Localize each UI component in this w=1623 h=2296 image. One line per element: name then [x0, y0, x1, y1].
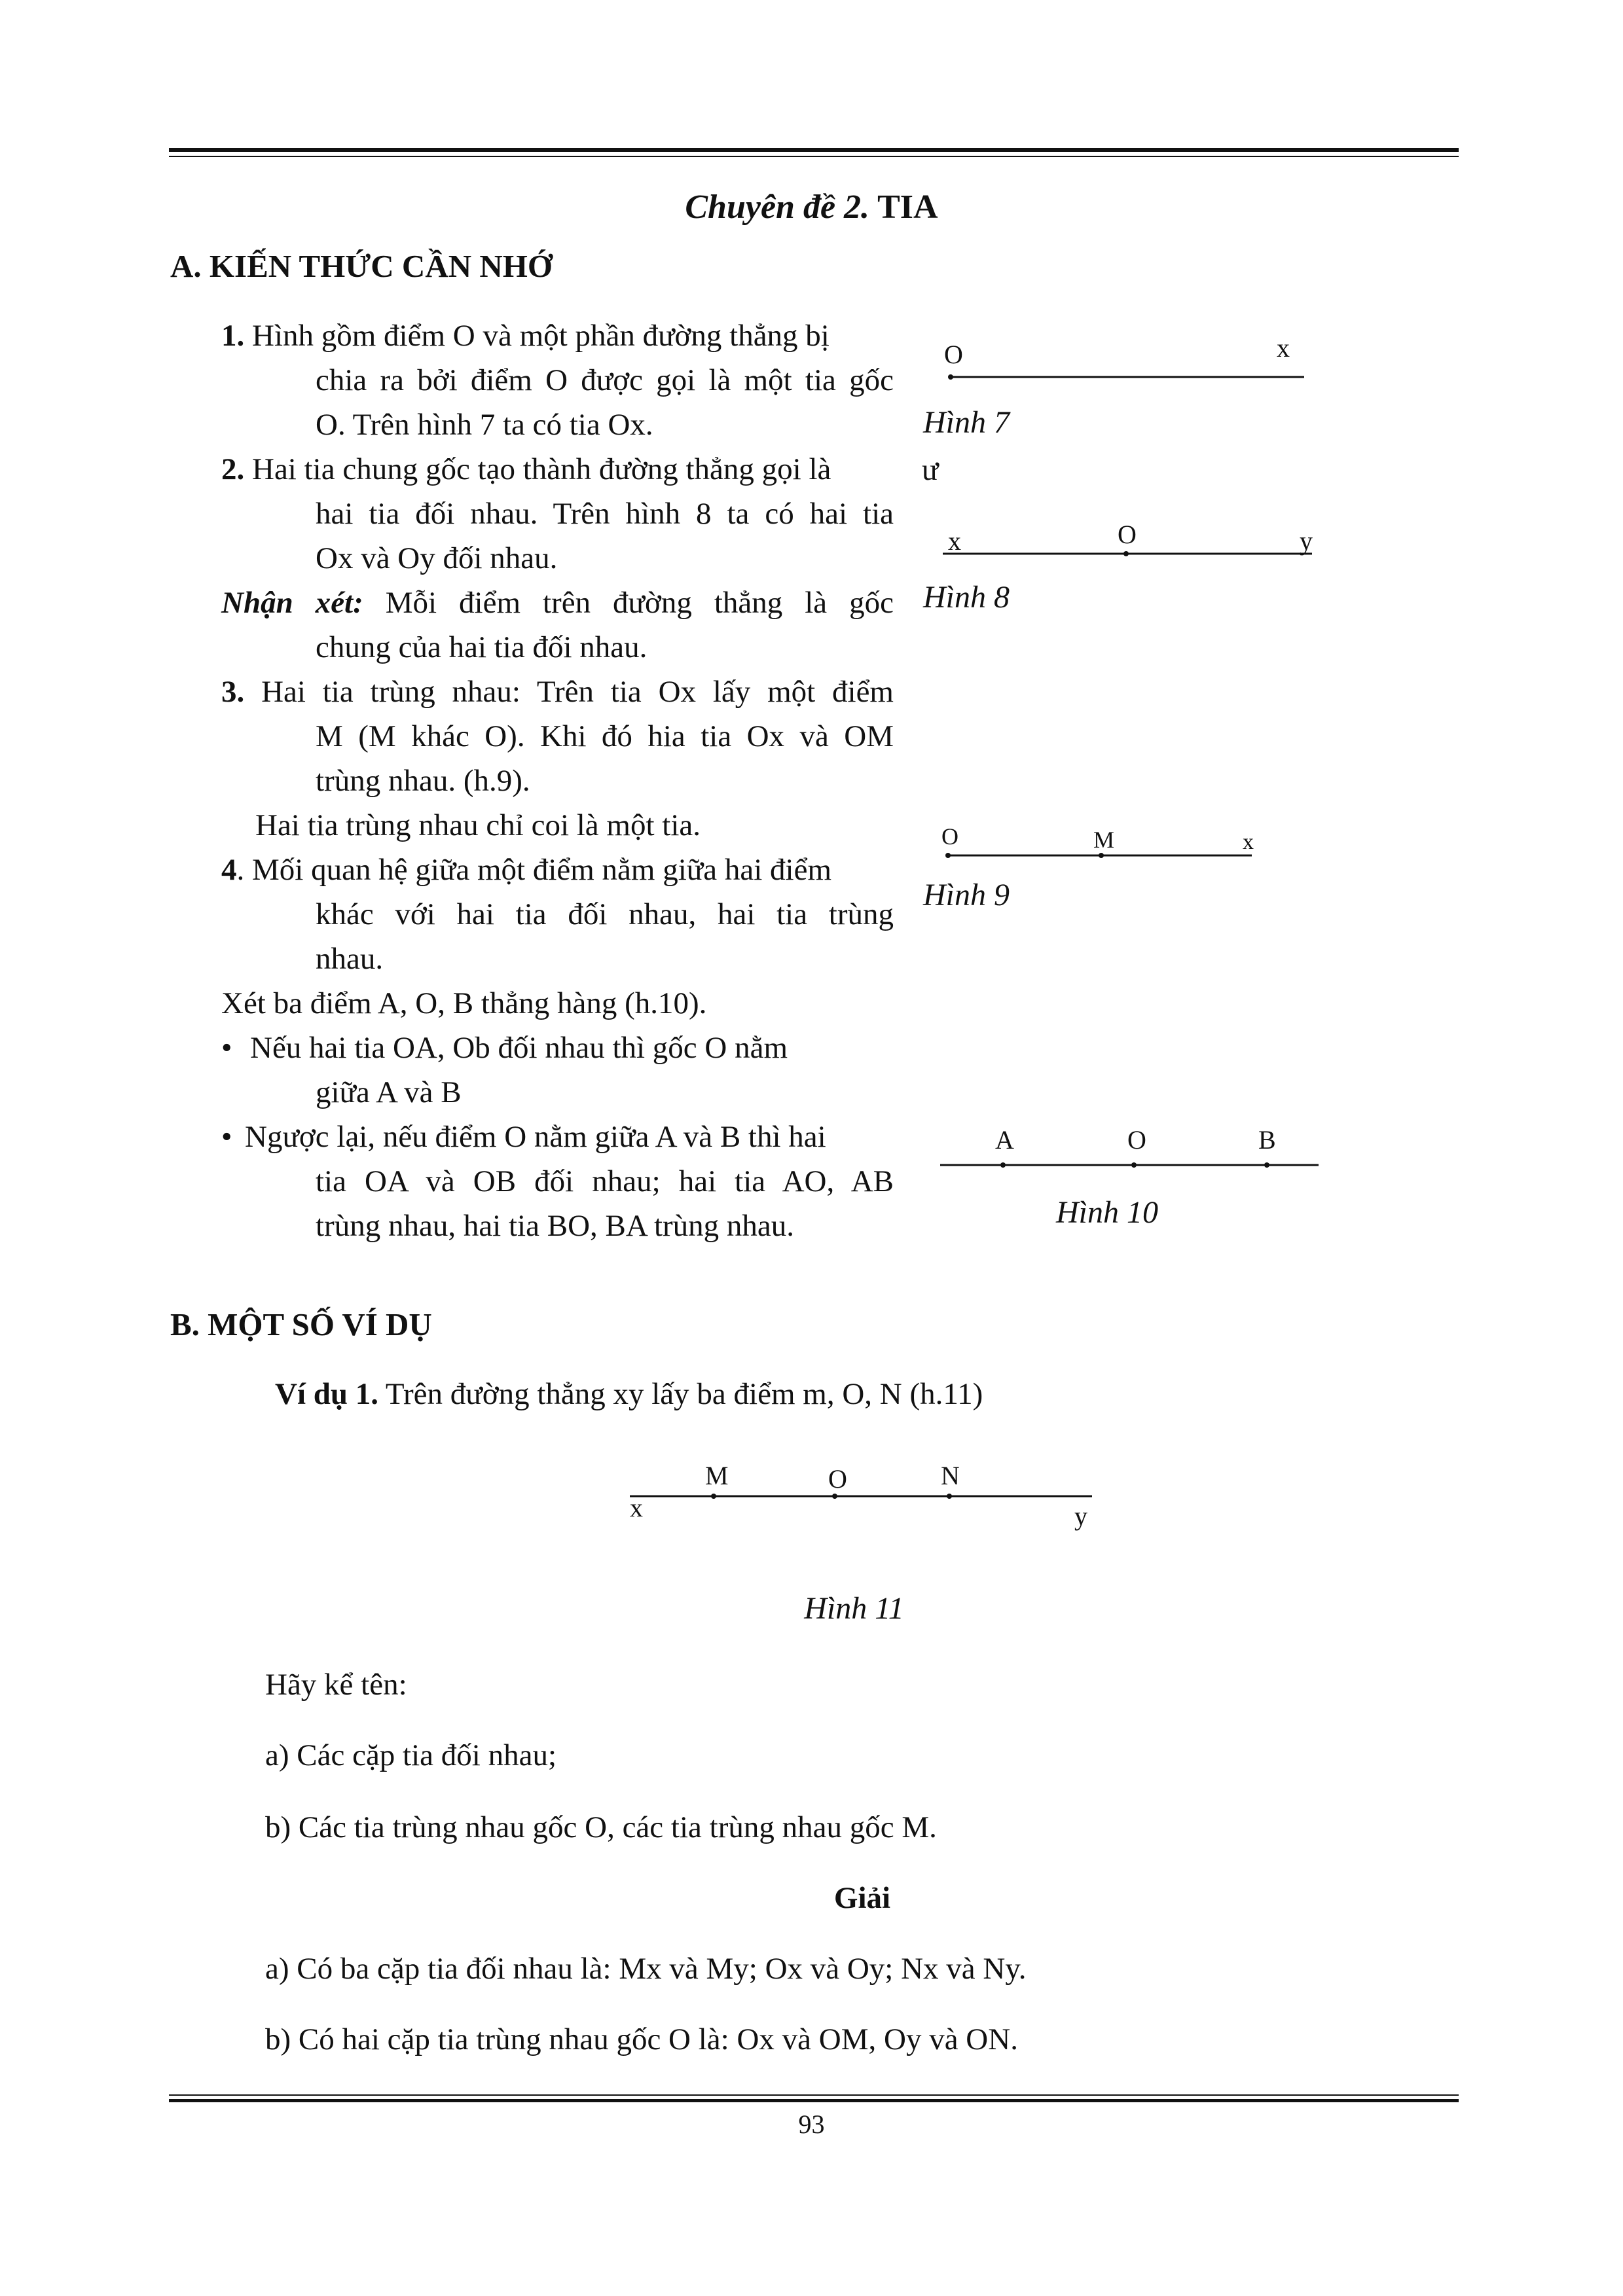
fig7-point-o [948, 374, 953, 380]
consider-line: Xét ba điểm A, O, B thẳng hàng (h.10). [221, 986, 707, 1020]
fig9-point-o [945, 853, 951, 858]
item3-line3: trùng nhau. (h.9). [316, 764, 530, 798]
example-text: Trên đường thẳng xy lấy ba điểm m, O, N (h.11) [378, 1377, 983, 1411]
fig9-label-x: x [1243, 830, 1254, 854]
example-1 [275, 1372, 983, 1416]
fig10-point-b [1264, 1162, 1269, 1168]
item1-num: 1. [221, 319, 245, 353]
fig11-point-m [711, 1494, 716, 1499]
figure-9 [930, 821, 1270, 861]
item1-line1 [221, 314, 830, 358]
page-title [0, 185, 1623, 230]
item1-line3: O. Trên hình 7 ta có tia Ox. [316, 408, 653, 442]
bullet1-line1 [221, 1026, 894, 1070]
solution-heading-text: Giải [833, 1881, 891, 1915]
fig11-label-m: M [705, 1461, 729, 1490]
bullet-dot-2: • [221, 1120, 232, 1154]
bullet2-line2: tia OA và OB đối nhau; hai tia AO, AB [316, 1164, 894, 1198]
bullet1-text1: Nếu hai tia OA, Ob đối nhau thì gốc O nằm [250, 1031, 788, 1065]
item4-line1 [221, 848, 831, 892]
page-number: 93 [798, 2109, 825, 2139]
fig11-point-n [947, 1494, 952, 1499]
remark-label: Nhận xét: [221, 586, 363, 620]
fig10-point-a [1000, 1162, 1006, 1168]
fig11-label-x: x [630, 1493, 643, 1522]
fig8-caption: Hình 8 [923, 580, 1010, 615]
fig8-label-x: x [948, 526, 961, 556]
remark-line2: chung của hai tia đối nhau. [316, 630, 647, 664]
remark-line1 [221, 581, 894, 625]
title-italic: Chuyên đề 2. [685, 188, 870, 226]
item2-num: 2. [221, 452, 245, 486]
item2-line2: hai tia đối nhau. Trên hình 8 ta có hai tia [316, 497, 894, 531]
fig11-caption: Hình 11 [804, 1591, 904, 1626]
item4-text1: . Mối quan hệ giữa một điểm nằm giữa hai điểm [236, 853, 832, 887]
fig8-label-y: y [1300, 526, 1313, 556]
fig11-label-n: N [941, 1461, 960, 1490]
remark-text1: Mỗi điểm trên đường thẳng là gốc [363, 586, 894, 620]
title-bold: TIA [869, 188, 938, 226]
fig8-label-o: O [1118, 520, 1137, 549]
example-label: Ví dụ 1. [275, 1377, 379, 1411]
figure-7 [930, 334, 1322, 386]
bullet2-line1 [221, 1115, 826, 1159]
bullet2-text1: Ngược lại, nếu điểm O nằm giữa A và B thì hai [245, 1120, 826, 1154]
fig10-caption: Hình 10 [1056, 1195, 1158, 1230]
fig7-label-o: O [944, 340, 963, 369]
item2-line1 [221, 447, 831, 492]
bullet1-line2: giữa A và B [316, 1075, 462, 1109]
item1-text1: Hình gồm điểm O và một phần đường thẳng bị [244, 319, 830, 353]
fig10-label-o: O [1127, 1125, 1146, 1155]
bottom-rule-thin [169, 2094, 1459, 2096]
fig7-stray-mark: ư [922, 453, 939, 487]
item3-num: 3. [221, 675, 245, 709]
question-b: b) Các tia trùng nhau gốc O, các tia trùng nhau gốc M. [265, 1810, 937, 1844]
fig11-label-y: y [1074, 1501, 1087, 1531]
top-rule-thin [169, 156, 1459, 157]
fig7-caption: Hình 7 [923, 405, 1010, 440]
section-b-heading: B. MỘT SỐ VÍ DỤ [170, 1306, 432, 1342]
fig8-point-o [1123, 551, 1129, 556]
item3-line2: M (M khác O). Khi đó hia tia Ox và OM [316, 719, 894, 753]
item4-line3: nhau. [316, 942, 384, 976]
prompt: Hãy kể tên: [265, 1668, 407, 1702]
fig7-label-x: x [1277, 334, 1290, 363]
question-a: a) Các cặp tia đối nhau; [265, 1738, 557, 1772]
item2-text1: Hai tia chung gốc tạo thành đường thẳng gọi là [244, 452, 831, 486]
fig9-label-m: M [1093, 827, 1115, 853]
solution-heading [0, 1876, 1623, 1920]
answer-b: b) Có hai cặp tia trùng nhau gốc O là: Ox và OM, Oy và ON. [265, 2022, 1018, 2056]
fig11-label-o: O [828, 1464, 847, 1494]
fig10-point-o [1131, 1162, 1137, 1168]
item3-line1 [221, 670, 894, 714]
item1-line2: chia ra bởi điểm O được gọi là một tia gốc [316, 363, 894, 397]
fig10-label-b: B [1258, 1125, 1276, 1155]
answer-a: a) Có ba cặp tia đối nhau là: Mx và My; Ox và Oy; Nx và Ny. [265, 1952, 1027, 1986]
item4-line2: khác với hai tia đối nhau, hai tia trùng [316, 897, 894, 931]
fig10-label-a: A [995, 1125, 1014, 1155]
bullet-dot-1: • [221, 1031, 232, 1065]
top-rule-thick [169, 148, 1459, 152]
bullet2-line3: trùng nhau, hai tia BO, BA trùng nhau. [316, 1209, 795, 1243]
bottom-rule-thick [169, 2099, 1459, 2102]
fig9-label-o: O [941, 823, 958, 850]
item4-num: 4 [221, 853, 237, 887]
figure-8 [930, 511, 1322, 563]
item2-line3: Ox và Oy đối nhau. [316, 541, 558, 575]
fig9-point-m [1099, 853, 1104, 858]
fig9-caption: Hình 9 [923, 878, 1010, 912]
item3-text1: Hai tia trùng nhau: Trên tia Ox lấy một điểm [244, 675, 894, 709]
figure-11 [615, 1460, 1113, 1538]
item3-line4: Hai tia trùng nhau chỉ coi là một tia. [255, 808, 701, 842]
fig11-point-o [832, 1494, 837, 1499]
section-a-heading: A. KIẾN THỨC CẦN NHỚ [170, 248, 553, 284]
figure-10 [936, 1119, 1329, 1172]
